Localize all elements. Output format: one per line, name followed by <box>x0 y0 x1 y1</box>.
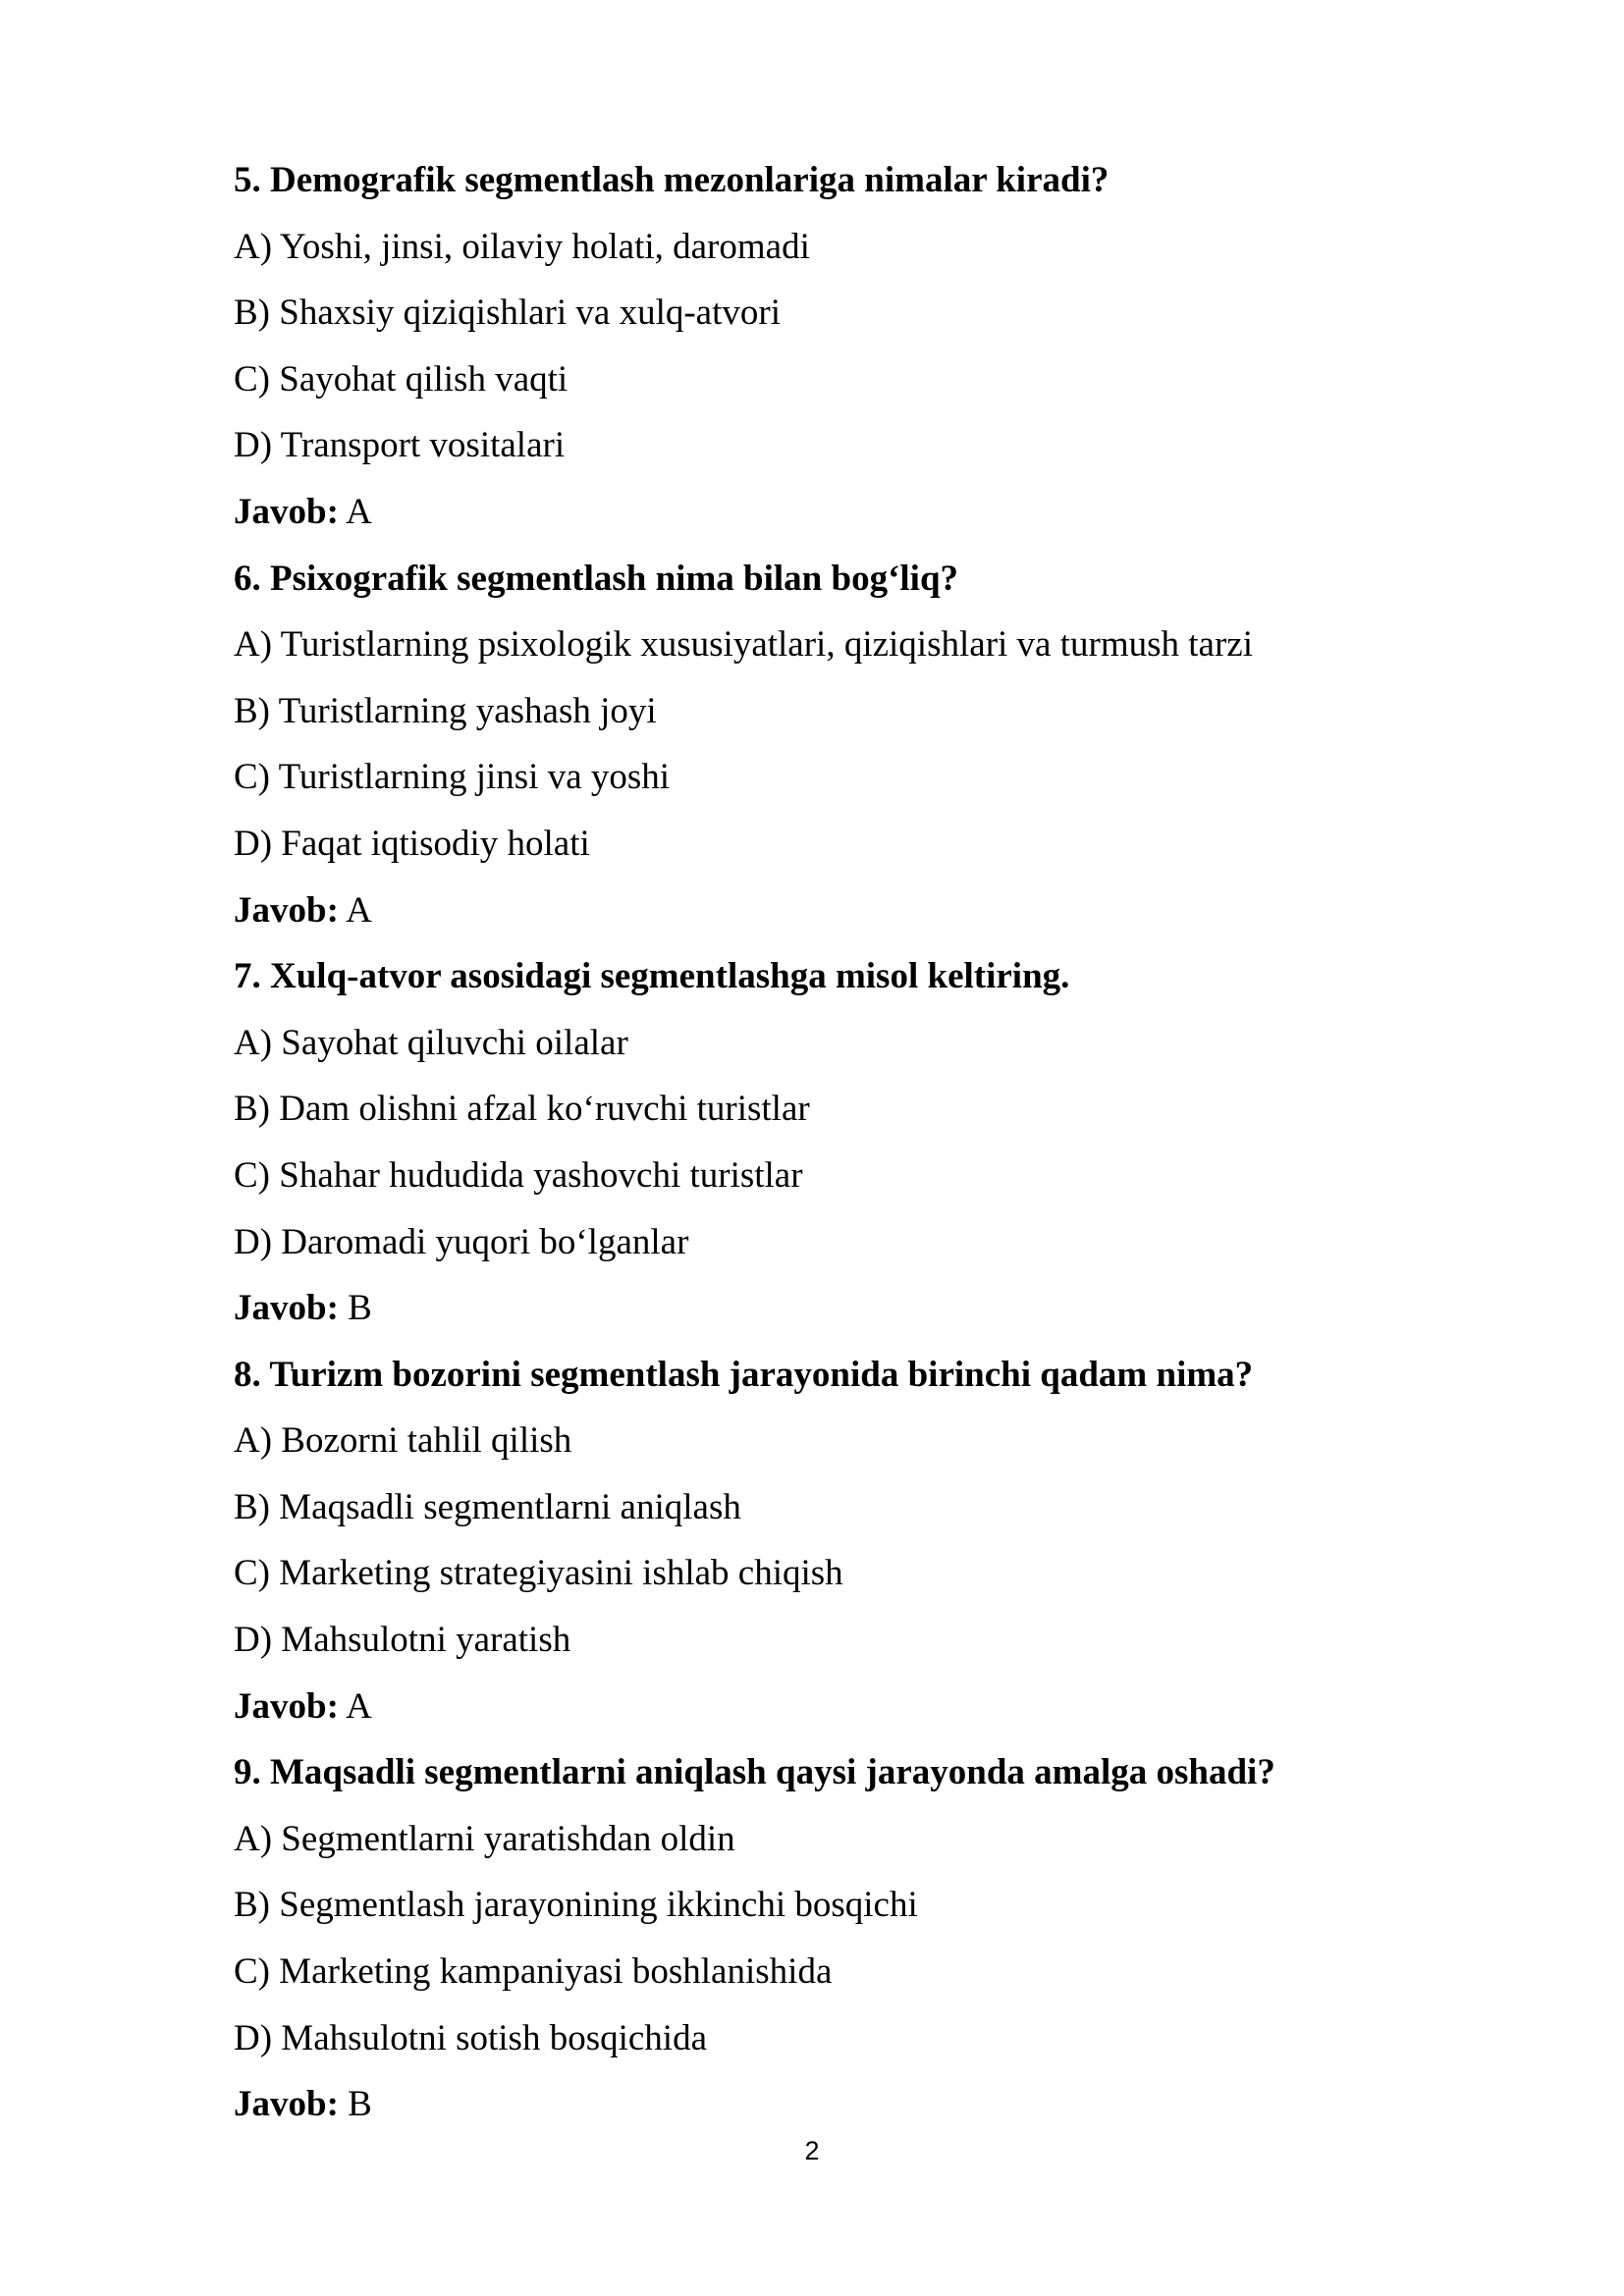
question-list <box>234 153 1412 2144</box>
option-b: B) Segmentlash jarayonining ikkinchi bosqichi <box>234 1885 918 1926</box>
question-block-5 <box>234 153 1412 552</box>
answer-line <box>234 2077 1412 2144</box>
answer-label: Javob: <box>234 1685 339 1727</box>
option-b: B) Maqsadli segmentlarni aniqlash <box>234 1486 741 1527</box>
answer-label: Javob: <box>234 491 339 532</box>
answer-value: B <box>348 2084 372 2125</box>
question-text: 5. Demografik segmentlash mezonlariga nimalar kiradi? <box>234 160 1110 200</box>
option-b: B) Dam olishni afzal ko‘ruvchi turistlar <box>234 1089 810 1130</box>
option-d: D) Mahsulotni sotish bosqichida <box>234 2017 708 2058</box>
answer-line <box>234 1680 1412 1746</box>
answer-value: A <box>346 491 372 532</box>
question-text: 7. Xulq-atvor asosidagi segmentlashga misol keltiring. <box>234 956 1070 997</box>
answer-line <box>234 883 1412 950</box>
option-b: B) Turistlarning yashash joyi <box>234 690 657 731</box>
option-b: B) Shaxsiy qiziqishlari va xulq-atvori <box>234 293 781 334</box>
option-d: D) Faqat iqtisodiy holati <box>234 823 590 864</box>
option-c: C) Marketing strategiyasini ishlab chiqish <box>234 1553 843 1594</box>
question-block-7 <box>234 949 1412 1348</box>
option-d: D) Daromadi yuqori bo‘lganlar <box>234 1221 689 1262</box>
page-number: 2 <box>804 2136 820 2165</box>
option-a: A) Bozorni tahlil qilish <box>234 1420 572 1462</box>
option-d: D) Mahsulotni yaratish <box>234 1620 571 1661</box>
option-a: A) Sayohat qiluvchi oilalar <box>234 1022 628 1063</box>
question-text: 9. Maqsadli segmentlarni aniqlash qaysi jarayonda amalga oshadi? <box>234 1752 1275 1793</box>
option-a: A) Turistlarning psixologik xususiyatlari, qiziqishlari va turmush tarzi <box>234 624 1253 666</box>
question-text: 6. Psixografik segmentlash nima bilan bog‘liq? <box>234 558 959 599</box>
answer-value: A <box>346 1685 372 1727</box>
option-d: D) Transport vositalari <box>234 425 566 466</box>
answer-value: B <box>348 1288 372 1329</box>
answer-label: Javob: <box>234 2084 339 2125</box>
option-a: A) Segmentlarni yaratishdan oldin <box>234 1818 735 1859</box>
option-c: C) Turistlarning jinsi va yoshi <box>234 757 671 798</box>
option-c: C) Shahar hududida yashovchi turistlar <box>234 1154 803 1196</box>
question-block-6 <box>234 552 1412 950</box>
question-text: 8. Turizm bozorini segmentlash jarayonida birinchi qadam nima? <box>234 1354 1254 1395</box>
option-c: C) Marketing kampaniyasi boshlanishida <box>234 1951 833 1993</box>
option-c: C) Sayohat qilish vaqti <box>234 358 568 400</box>
question-block-8 <box>234 1348 1412 1746</box>
option-a: A) Yoshi, jinsi, oilaviy holati, daromadi <box>234 226 810 267</box>
question-block-9 <box>234 1745 1412 2144</box>
answer-label: Javob: <box>234 1288 339 1329</box>
answer-value: A <box>346 889 372 931</box>
answer-line <box>234 1281 1412 1348</box>
answer-line <box>234 485 1412 552</box>
answer-label: Javob: <box>234 889 339 931</box>
